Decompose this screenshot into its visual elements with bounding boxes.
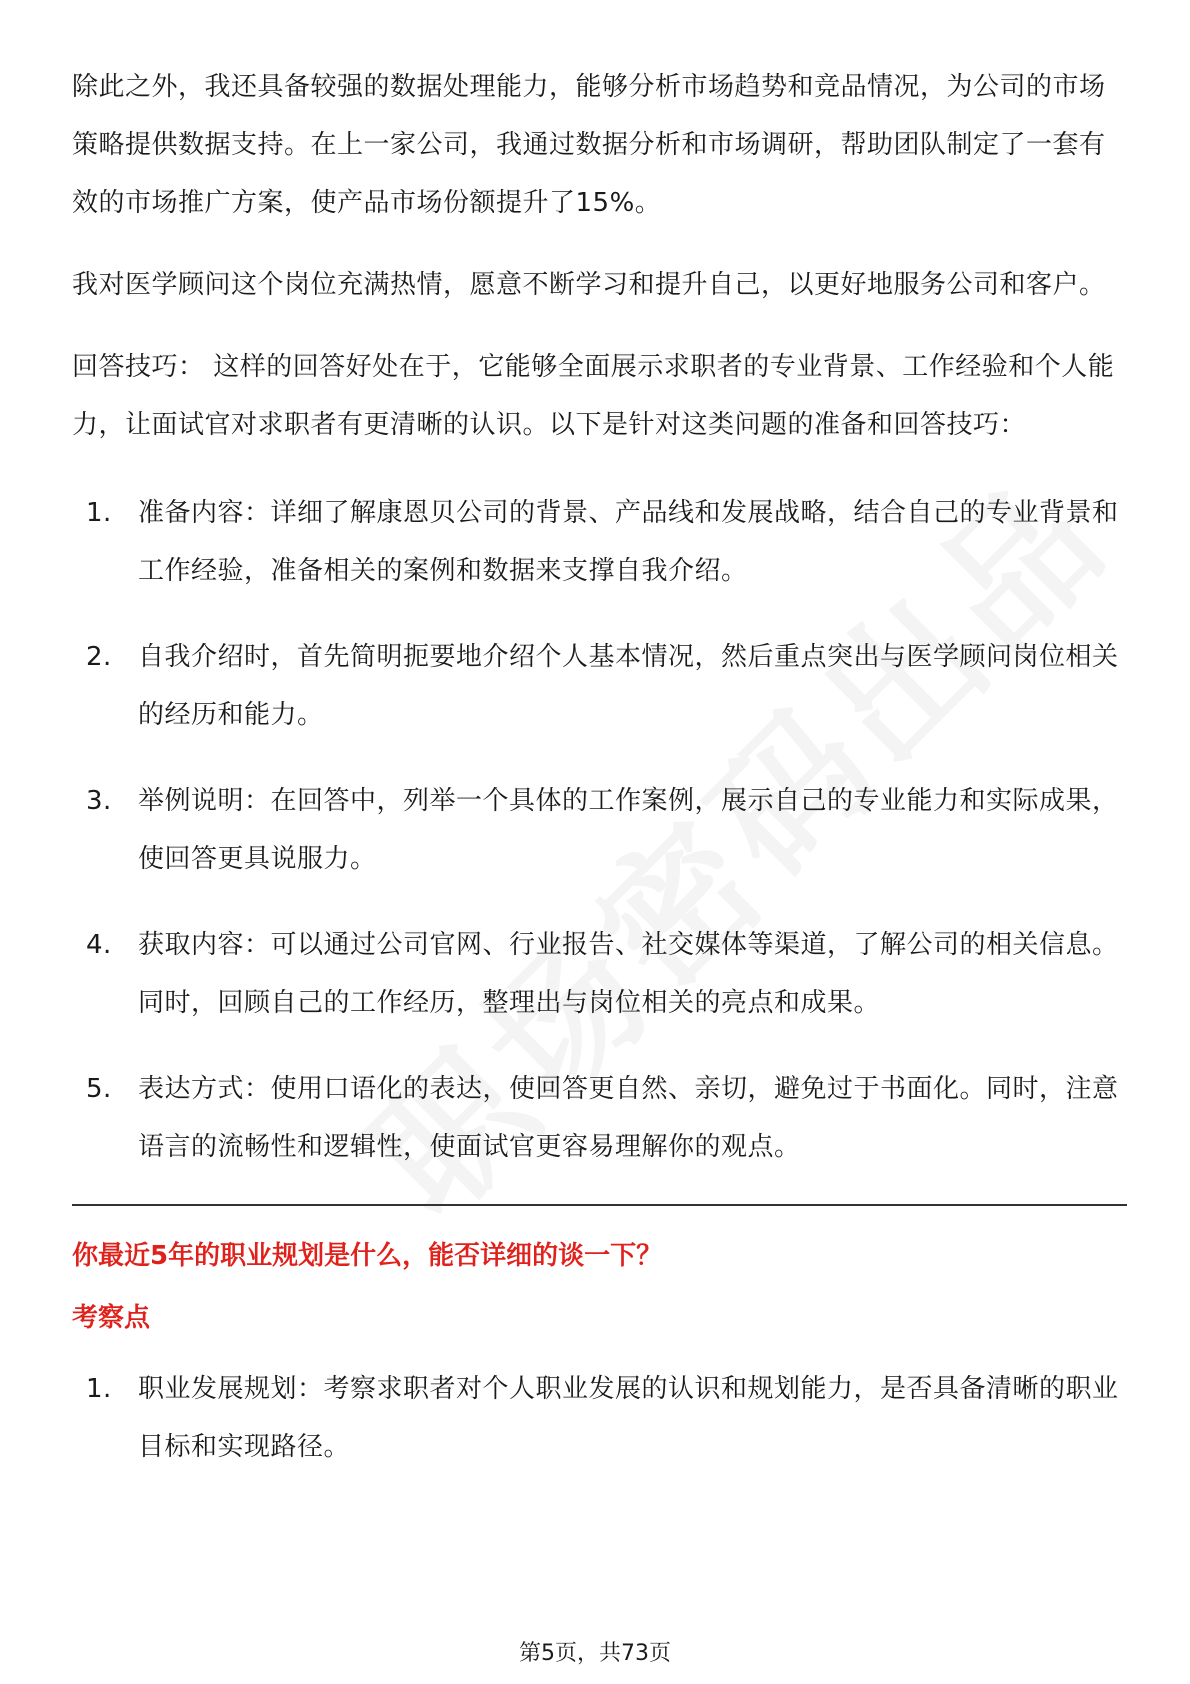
tips-list bbox=[72, 484, 1127, 1176]
section-divider bbox=[72, 1204, 1127, 1206]
page-footer: 第5页，共73页 bbox=[519, 1641, 671, 1666]
list-item bbox=[72, 772, 1127, 888]
list-item bbox=[72, 484, 1127, 600]
list-item-text: 准备内容：详细了解康恩贝公司的背景、产品线和发展战略，结合自己的专业背景和工作经验，准备相关的案例和数据来支撑自我介绍。 bbox=[138, 498, 1119, 586]
document-body bbox=[72, 58, 1127, 1504]
paragraph-data-skills: 除此之外，我还具备较强的数据处理能力，能够分析市场趋势和竞品情况，为公司的市场策略提供数据支持。在上一家公司，我通过数据分析和市场调研，帮助团队制定了一套有效的市场推广方案，使产品市场份额提升了15%。 bbox=[72, 72, 1106, 218]
list-item bbox=[72, 916, 1127, 1032]
points-list bbox=[72, 1360, 1127, 1476]
list-item bbox=[72, 628, 1127, 744]
list-item-text: 获取内容：可以通过公司官网、行业报告、社交媒体等渠道，了解公司的相关信息。同时，回顾自己的工作经历，整理出与岗位相关的亮点和成果。 bbox=[138, 930, 1119, 1018]
section-title: 考察点 bbox=[72, 1303, 151, 1333]
paragraph-passion: 我对医学顾问这个岗位充满热情，愿意不断学习和提升自己，以更好地服务公司和客户。 bbox=[72, 270, 1106, 300]
list-item-text: 职业发展规划：考察求职者对个人职业发展的认识和规划能力，是否具备清晰的职业目标和实现路径。 bbox=[138, 1374, 1119, 1462]
question-heading: 你最近5年的职业规划是什么，能否详细的谈一下？ bbox=[72, 1241, 663, 1271]
list-item bbox=[72, 1360, 1127, 1476]
list-item-text: 表达方式：使用口语化的表达，使回答更自然、亲切，避免过于书面化。同时，注意语言的流畅性和逻辑性，使面试官更容易理解你的观点。 bbox=[138, 1074, 1119, 1162]
list-number: 1. bbox=[86, 1374, 112, 1404]
list-number: 5. bbox=[86, 1074, 112, 1104]
list-item bbox=[72, 1060, 1127, 1176]
paragraph-answer-tips: 回答技巧： 这样的回答好处在于，它能够全面展示求职者的专业背景、工作经验和个人能力，让面试官对求职者有更清晰的认识。以下是针对这类问题的准备和回答技巧： bbox=[72, 352, 1115, 440]
list-number: 4. bbox=[86, 930, 112, 960]
list-item-text: 自我介绍时，首先简明扼要地介绍个人基本情况，然后重点突出与医学顾问岗位相关的经历和能力。 bbox=[138, 642, 1119, 730]
list-item-text: 举例说明：在回答中，列举一个具体的工作案例，展示自己的专业能力和实际成果，使回答更具说服力。 bbox=[138, 786, 1119, 874]
list-number: 3. bbox=[86, 786, 112, 816]
list-number: 1. bbox=[86, 498, 112, 528]
list-number: 2. bbox=[86, 642, 112, 672]
